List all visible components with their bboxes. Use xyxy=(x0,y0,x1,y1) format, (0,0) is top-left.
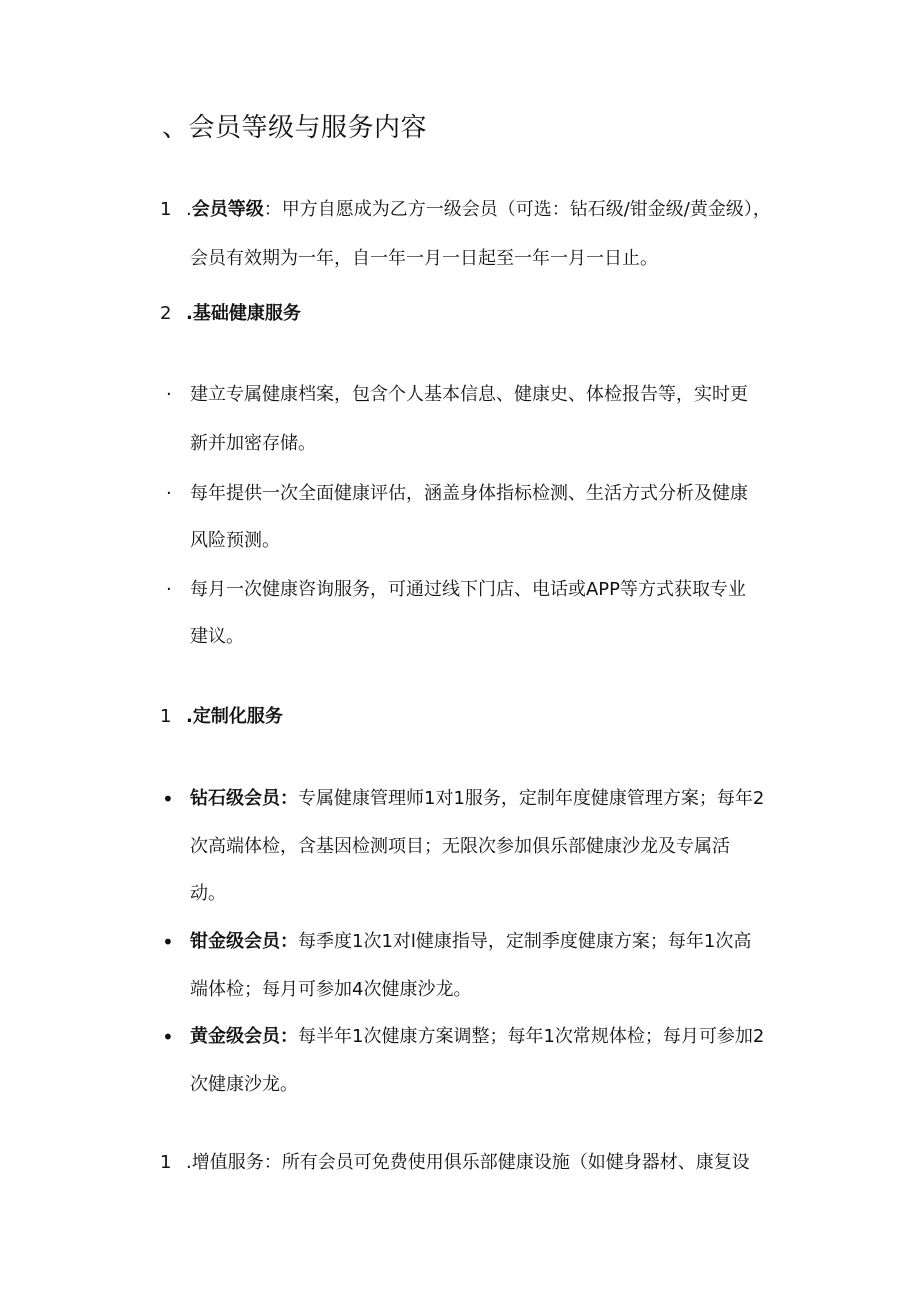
gold-member-line-2: 次健康沙龙。 xyxy=(190,1074,298,1095)
membership-level-label: 会员等级 xyxy=(191,199,264,220)
membership-level-line-1 xyxy=(186,196,771,224)
list-marker: · xyxy=(166,579,172,600)
platinum-member-label: 钳金级会员： xyxy=(190,931,298,952)
list-marker: · xyxy=(166,483,172,504)
basic-service-1-line-1: 建立专属健康档案，包含个人基本信息、健康史、体检报告等，实时更 xyxy=(190,384,748,405)
platinum-member-text: 每季度1次1对l健康指导，定制季度健康方案；每年1次高 xyxy=(298,931,752,952)
section-title: 、会员等级与服务内容 xyxy=(162,113,428,143)
gold-member-label: 黄金级会员： xyxy=(190,1026,298,1047)
bullet-marker: • xyxy=(162,1025,174,1049)
diamond-member-line-1 xyxy=(190,785,764,813)
platinum-member-line-2: 端体检；每月可参加4次健康沙龙。 xyxy=(190,979,472,1000)
value-added-services-line: .增值服务：所有会员可免费使用俱乐部健康设施（如健身器材、康复设 xyxy=(186,1152,750,1173)
item-number-3: 1 xyxy=(160,706,172,727)
item-number-2: 2 xyxy=(160,303,172,324)
item-number-1: 1 xyxy=(160,199,172,220)
basic-service-2-line-1: 每年提供一次全面健康评估，涵盖身体指标检测、生活方式分析及健康 xyxy=(190,483,748,504)
gold-member-line-1 xyxy=(190,1023,764,1051)
membership-level-line-2: 会员有效期为一年，自一年一月一日起至一年一月一日止。 xyxy=(190,248,658,269)
custom-services-heading: .定制化服务 xyxy=(186,706,283,727)
gold-member-text: 每半年1次健康方案调整；每年1次常规体检；每月可参加2 xyxy=(298,1026,765,1047)
membership-level-dot: . xyxy=(186,199,192,220)
diamond-member-line-3: 动。 xyxy=(190,883,226,904)
diamond-member-label: 钻石级会员： xyxy=(190,788,298,809)
list-marker: · xyxy=(166,384,172,405)
basic-service-1-line-2: 新并加密存储。 xyxy=(190,433,316,454)
diamond-member-line-2: 次高端体检，含基因检测项目；无限次参加俱乐部健康沙龙及专属活 xyxy=(190,836,730,857)
bullet-marker: • xyxy=(162,787,174,811)
membership-level-text: ：甲方自愿成为乙方一级会员（可选：钻石级/钳金级/黄金级）， xyxy=(263,199,771,220)
basic-service-3-line-1: 每月一次健康咨询服务，可通过线下门店、电话或APP等方式获取专业 xyxy=(190,579,747,600)
basic-service-2-line-2: 风险预测。 xyxy=(190,530,280,551)
basic-service-3-line-2: 建议。 xyxy=(190,626,244,647)
item-number-4: 1 xyxy=(160,1152,172,1173)
basic-health-services-heading: .基础健康服务 xyxy=(186,303,301,324)
diamond-member-text: 专属健康管理师1对1服务，定制年度健康管理方案；每年2 xyxy=(298,788,765,809)
bullet-marker: • xyxy=(162,930,174,954)
platinum-member-line-1 xyxy=(190,928,751,956)
